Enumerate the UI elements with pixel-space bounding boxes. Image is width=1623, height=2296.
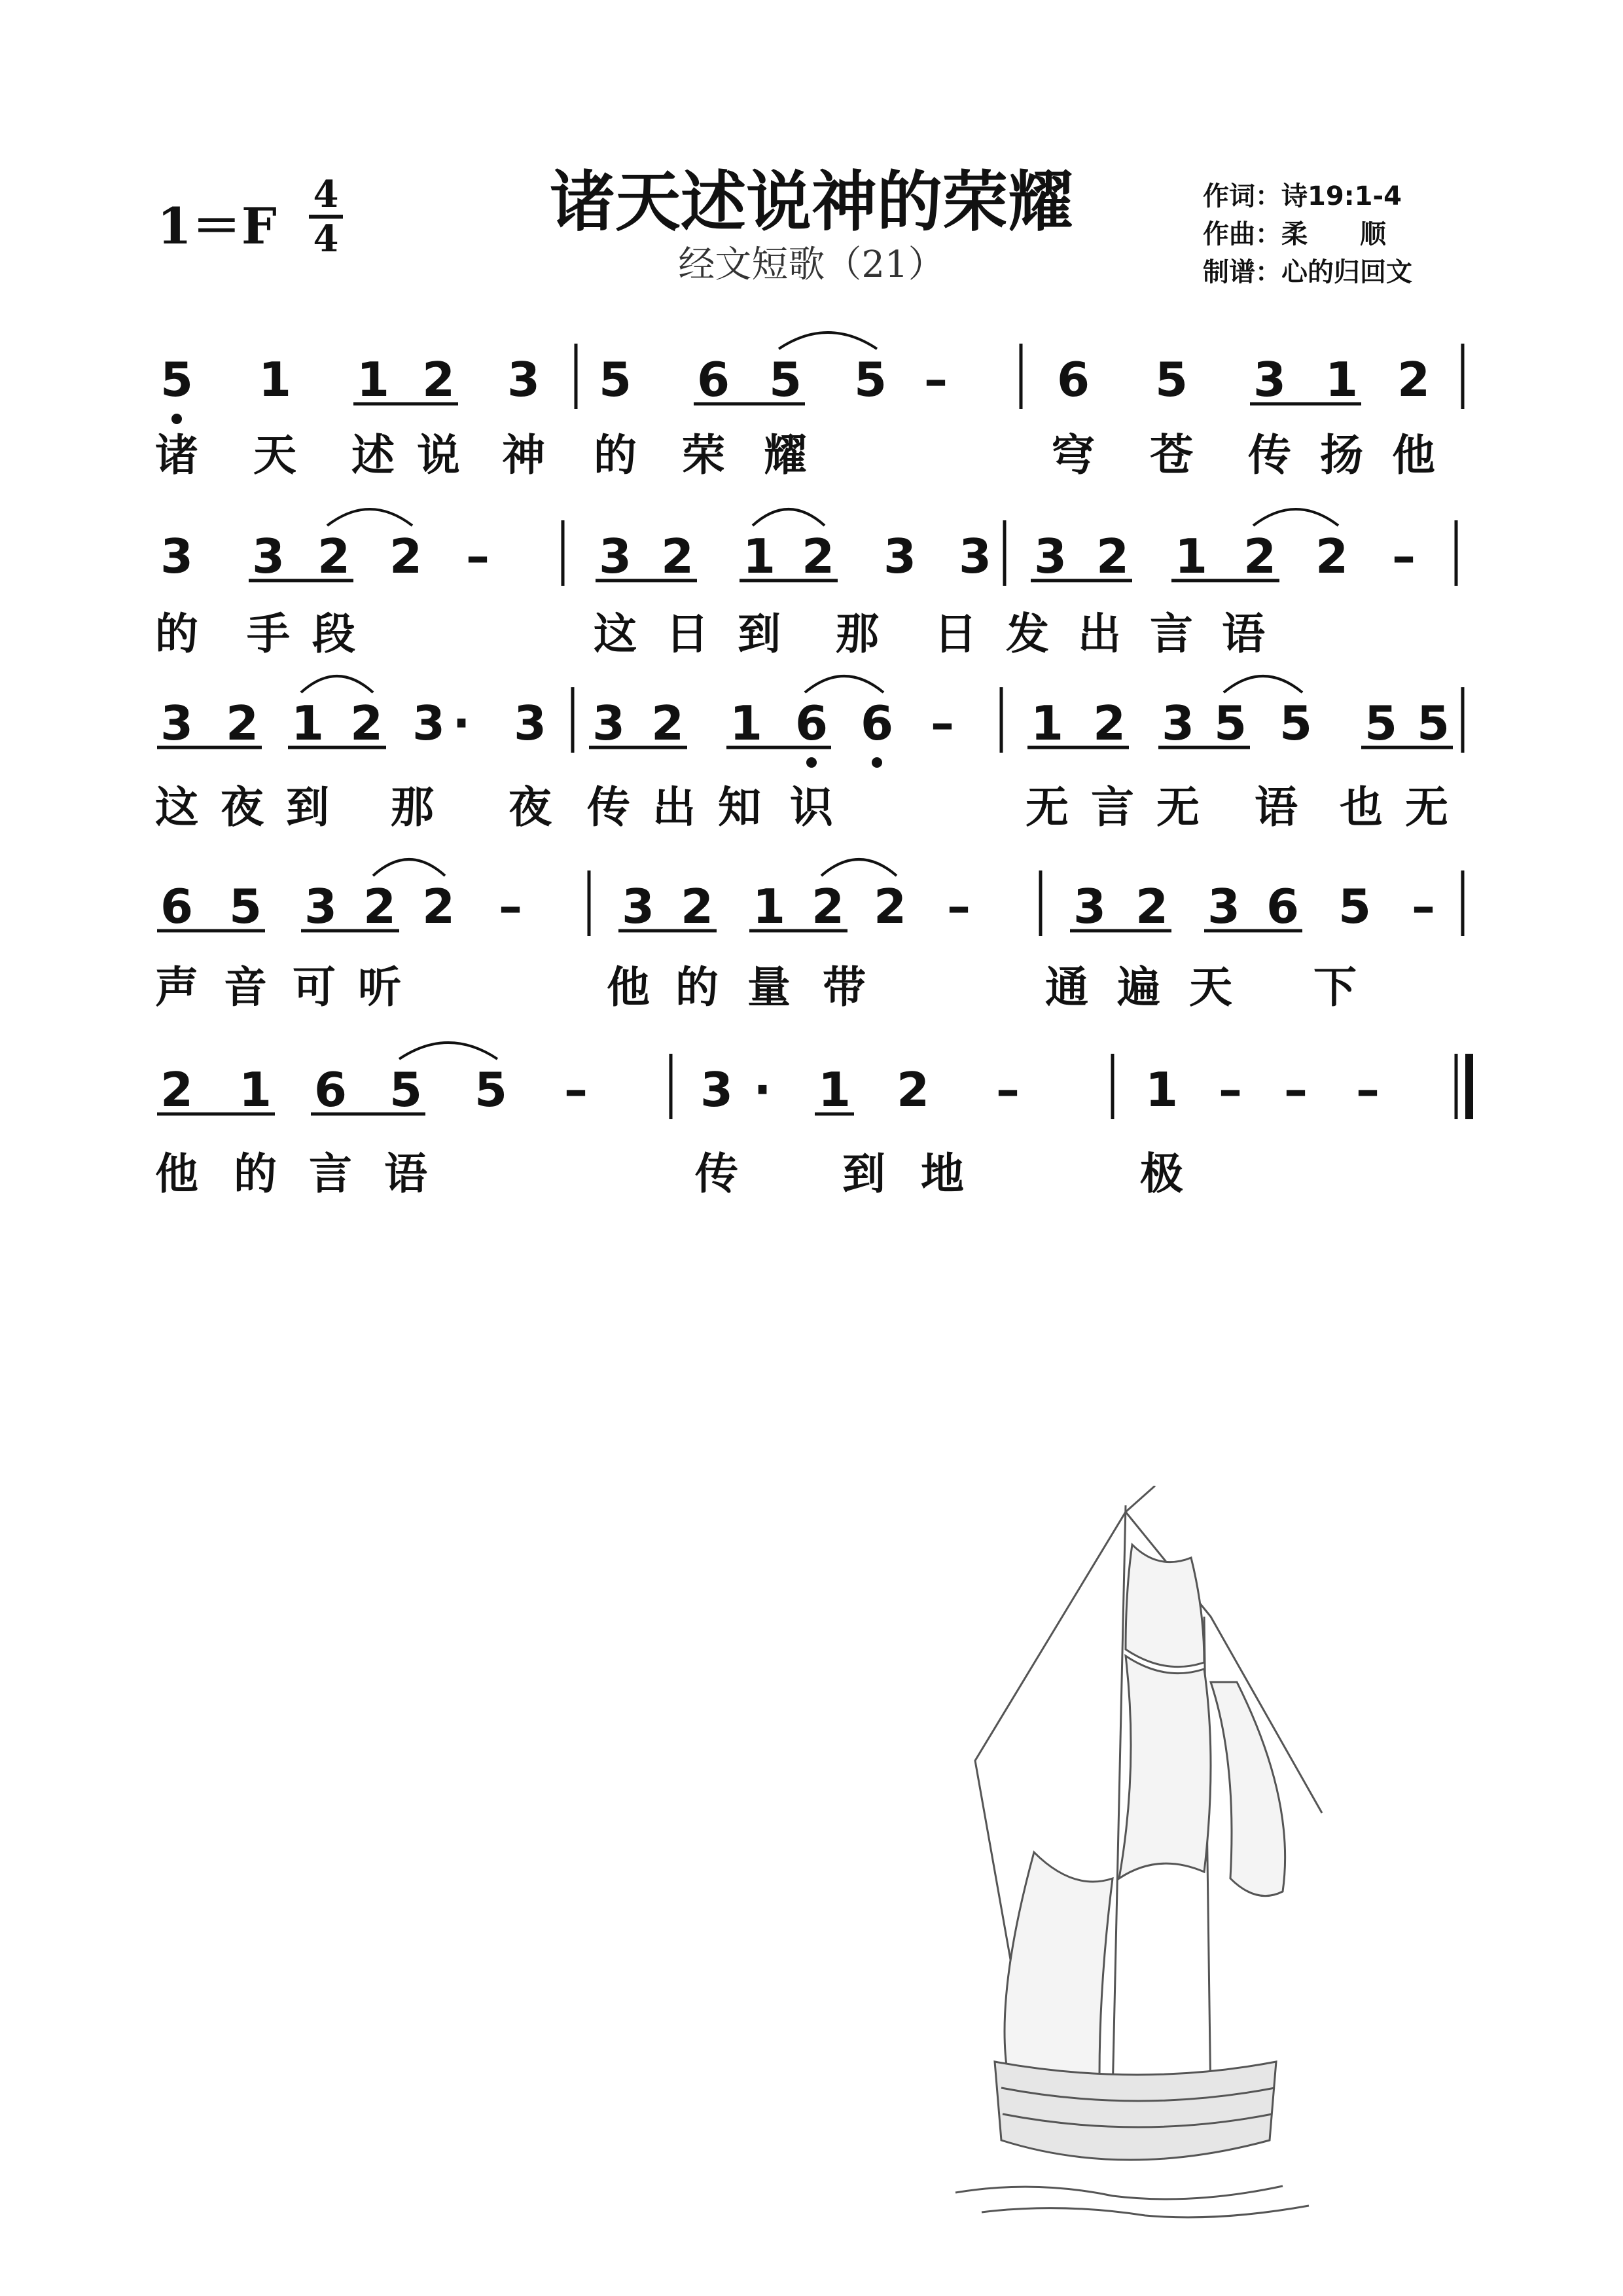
note: 3 (592, 696, 626, 751)
note: 2 (225, 696, 259, 751)
note: 2 (896, 1062, 930, 1117)
note: 2 (363, 879, 397, 934)
lyric-char: 通 (1045, 962, 1088, 1013)
lyric-char: 言 (1150, 609, 1193, 659)
note: 5 (598, 352, 632, 407)
lyric-char: 神 (502, 430, 545, 480)
lyric-char: 地 (921, 1149, 964, 1199)
note: 3 (160, 529, 194, 584)
note: 6 (696, 352, 730, 407)
note: 6 (794, 696, 829, 751)
lyric-char: 语 (1222, 609, 1265, 659)
time-signature-top: 4 (313, 173, 339, 216)
note: – (1356, 1062, 1380, 1117)
note: 6 (1266, 879, 1300, 934)
note: 2 (660, 529, 694, 584)
note: – (924, 352, 948, 407)
note: 2 (680, 879, 714, 934)
note: 1 (817, 1062, 851, 1117)
lyric-char: 无 (1156, 782, 1200, 833)
credit-lyricist: 作词：诗19:1-4 (1203, 181, 1402, 211)
lyric-char: 到 (738, 609, 781, 659)
note: 2 (421, 352, 455, 407)
note: · (452, 696, 471, 751)
note: – (931, 696, 954, 751)
note: 2 (811, 879, 845, 934)
note: 5 (768, 352, 802, 407)
lyric-char: 音 (224, 962, 267, 1013)
lyric-char: 他 (155, 1149, 198, 1199)
note: 2 (1092, 696, 1126, 751)
lyric-char: 耀 (764, 430, 807, 480)
credit-transcriber: 制谱：心的归回文 (1203, 257, 1412, 287)
lyric-char: 发 (1006, 609, 1049, 659)
note: 1 (742, 529, 776, 584)
note: – (1219, 1062, 1242, 1117)
sailing-ship-illustration (929, 1486, 1335, 2245)
lyric-char: 传 (695, 1149, 738, 1199)
lyric-char: 段 (312, 609, 355, 659)
note: 1 (238, 1062, 272, 1117)
note: 3 (883, 529, 917, 584)
lyric-char: 天 (1189, 962, 1232, 1013)
lyric-char: 听 (358, 962, 401, 1013)
lyric-char: 夜 (508, 782, 552, 833)
note: 3 (513, 696, 547, 751)
lyric-char: 到 (286, 782, 329, 833)
lyric-char: 这 (155, 782, 198, 833)
lyric-char: 天 (253, 430, 296, 480)
lyric-char: 穹 (1052, 430, 1095, 480)
note: 2 (389, 529, 423, 584)
note: 6 (1056, 352, 1090, 407)
note: 5 (1154, 352, 1188, 407)
lyric-char: 荣 (682, 430, 725, 480)
song-title: 诸天述说神的荣耀 (550, 164, 1073, 240)
note: 3 (251, 529, 285, 584)
lyric-char: 带 (823, 962, 866, 1013)
note: 3 (304, 879, 338, 934)
note: – (996, 1062, 1020, 1117)
lyric-char: 那 (836, 609, 879, 659)
note: 3 (621, 879, 655, 934)
note: 5 (853, 352, 887, 407)
note: 2 (160, 1062, 194, 1117)
lyric-char: 语 (1255, 782, 1298, 833)
note: 6 (160, 879, 194, 934)
note: 1 (291, 696, 325, 751)
lyric-char: 声 (155, 962, 198, 1013)
lyric-char: 的 (155, 609, 198, 659)
note: 3 (1161, 696, 1195, 751)
lyric-char: 语 (384, 1149, 427, 1199)
lyric-char: 言 (309, 1149, 352, 1199)
note: 3 (160, 696, 194, 751)
note: 3 (1207, 879, 1241, 934)
key-signature: 1＝F (157, 197, 277, 255)
note: 2 (1397, 352, 1431, 407)
note: – (564, 1062, 588, 1117)
note: 2 (1315, 529, 1349, 584)
note: · (753, 1062, 772, 1117)
note: 1 (1145, 1062, 1179, 1117)
note: 2 (651, 696, 685, 751)
note: 2 (1096, 529, 1130, 584)
lyric-char: 手 (247, 609, 290, 659)
lyric-char: 知 (718, 782, 761, 833)
lyric-char: 到 (842, 1149, 885, 1199)
lyric-char: 他 (607, 962, 650, 1013)
lyric-char: 下 (1313, 962, 1357, 1013)
note: 3 (412, 696, 446, 751)
lyric-char: 这 (594, 609, 637, 659)
note: 1 (258, 352, 292, 407)
lyric-char: 出 (652, 782, 696, 833)
note: 2 (421, 879, 455, 934)
note: – (1392, 529, 1416, 584)
lyric-char: 遍 (1117, 962, 1160, 1013)
lyric-char: 言 (1091, 782, 1134, 833)
lyric-char: 出 (1078, 609, 1121, 659)
lyric-char: 他 (1392, 430, 1435, 480)
lyric-char: 量 (747, 962, 791, 1013)
lyric-char: 的 (675, 962, 719, 1013)
note: 6 (313, 1062, 348, 1117)
lyric-char: 也 (1340, 782, 1383, 833)
note: 5 (1364, 696, 1398, 751)
lyric-char: 无 (1026, 782, 1069, 833)
note: 5 (228, 879, 262, 934)
note: 5 (1416, 696, 1450, 751)
note: – (499, 879, 522, 934)
note: 3 (1073, 879, 1107, 934)
note: 1 (752, 879, 786, 934)
note: 2 (349, 696, 383, 751)
note: 3 (1253, 352, 1287, 407)
lyric-char: 日 (666, 609, 709, 659)
song-subtitle: 经文短歌（21） (678, 243, 945, 286)
credit-composer: 作曲：柔 顺 (1203, 219, 1386, 249)
note: 3 (700, 1062, 734, 1117)
lyric-char: 传 (587, 782, 630, 833)
note: 5 (1338, 879, 1372, 934)
lyric-char: 夜 (221, 782, 264, 833)
lyric-char: 的 (594, 430, 637, 480)
lyric-char: 说 (417, 430, 460, 480)
lyric-char: 无 (1405, 782, 1448, 833)
note: 5 (1279, 696, 1313, 751)
note: 1 (729, 696, 763, 751)
note: – (1284, 1062, 1308, 1117)
note: 3 (507, 352, 541, 407)
note: – (947, 879, 971, 934)
lyric-char: 传 (1248, 430, 1291, 480)
lyric-char: 的 (234, 1149, 277, 1199)
note: 1 (1174, 529, 1208, 584)
lyric-char: 识 (790, 782, 833, 833)
lyric-char: 苍 (1150, 430, 1193, 480)
note: 2 (1243, 529, 1277, 584)
lyric-char: 可 (293, 962, 336, 1013)
note: 5 (1213, 696, 1247, 751)
lyric-char: 诸 (155, 430, 198, 480)
time-signature-bottom: 4 (313, 217, 339, 260)
note: 2 (873, 879, 907, 934)
lyric-char: 那 (391, 782, 434, 833)
lyric-char: 扬 (1320, 430, 1363, 480)
note: 5 (160, 352, 194, 407)
note: – (466, 529, 490, 584)
lyric-char: 述 (351, 430, 395, 480)
note: 3 (1033, 529, 1067, 584)
note: – (1412, 879, 1435, 934)
note: 2 (1135, 879, 1169, 934)
note: 5 (389, 1062, 423, 1117)
note: 1 (1030, 696, 1064, 751)
note: 5 (474, 1062, 508, 1117)
lyric-char: 日 (934, 609, 977, 659)
note: 2 (317, 529, 351, 584)
note: 1 (1325, 352, 1359, 407)
note: 3 (958, 529, 992, 584)
note: 2 (801, 529, 835, 584)
lyric-char: 极 (1140, 1149, 1183, 1199)
note: 6 (860, 696, 894, 751)
note: 3 (598, 529, 632, 584)
note: 1 (356, 352, 390, 407)
